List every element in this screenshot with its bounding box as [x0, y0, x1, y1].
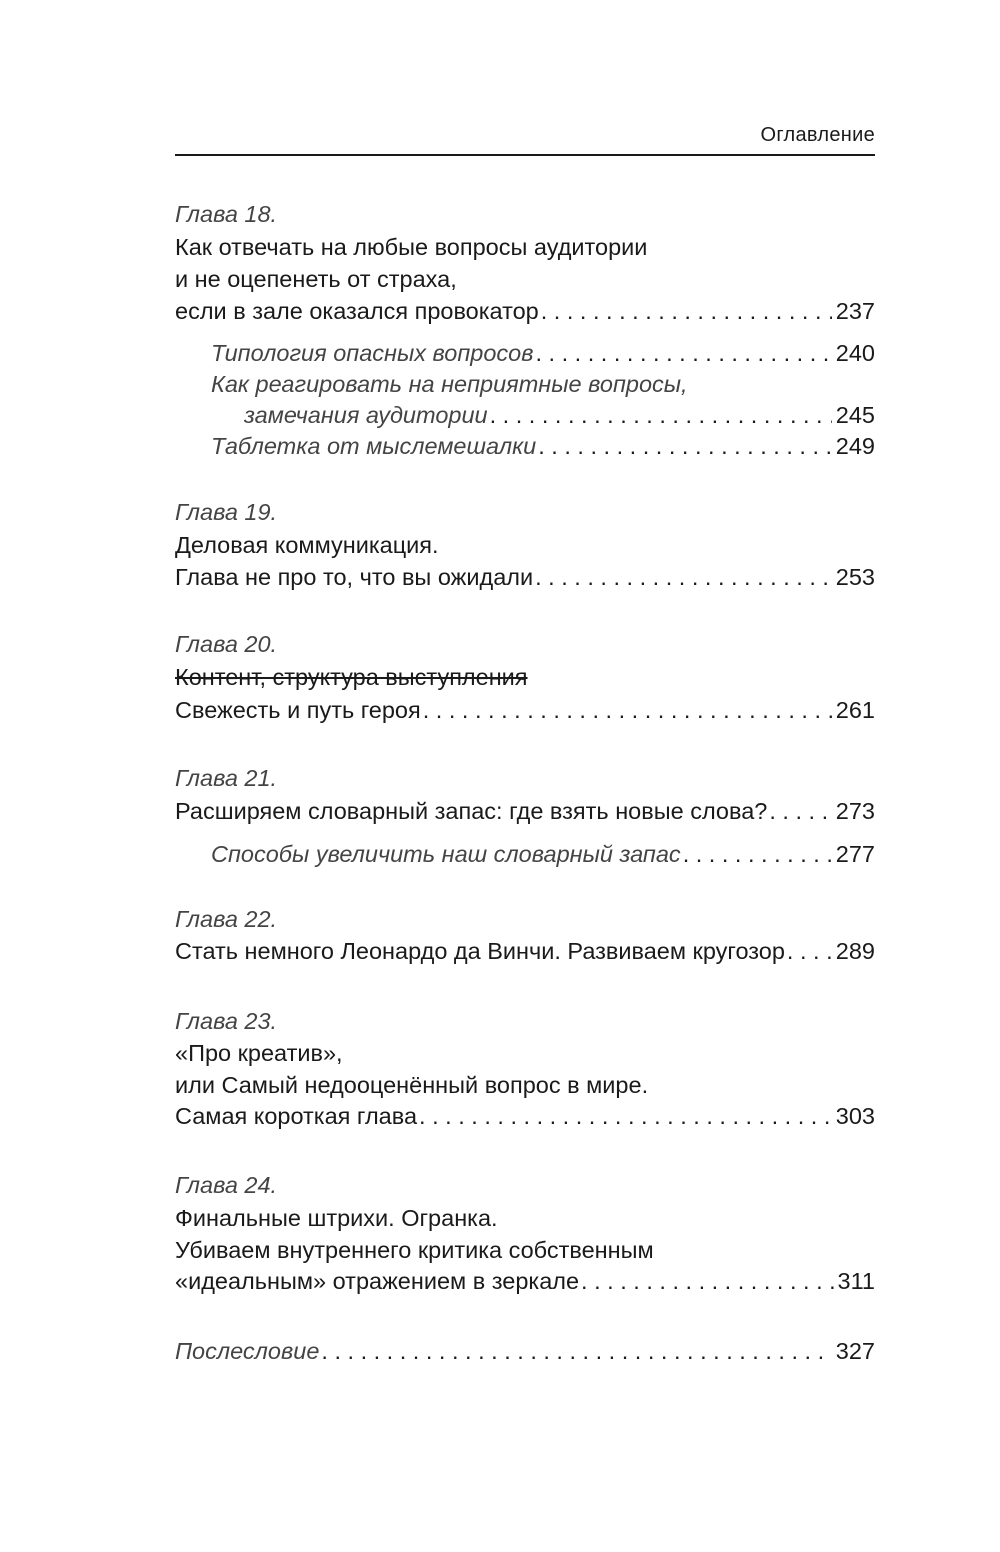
chapter-24-entry[interactable] — [175, 1266, 875, 1296]
chapter-20-title: Свежесть и путь героя — [175, 697, 421, 723]
leader-dots — [581, 1266, 833, 1296]
chapter-19-label: Глава 19. — [175, 499, 278, 525]
leader-dots — [419, 1101, 832, 1131]
chapter-22-entry[interactable] — [175, 936, 875, 966]
chapter-23-title-line-1: «Про креатив», — [175, 1040, 343, 1066]
afterword-entry[interactable] — [175, 1336, 875, 1366]
chapter-21-label: Глава 21. — [175, 765, 278, 791]
section-react-title-line-1: Как реагировать на неприятные вопросы, — [211, 371, 688, 397]
section-title: замечания аудитории — [244, 402, 488, 428]
leader-dots — [490, 400, 832, 430]
chapter-24-title-line-3: «идеальным» отражением в зеркале — [175, 1268, 580, 1294]
leader-dots — [423, 695, 832, 725]
afterword-title: Послесловие — [175, 1338, 320, 1364]
chapter-21-entry[interactable] — [175, 796, 875, 826]
page-number: 261 — [835, 697, 875, 723]
chapter-20-label: Глава 20. — [175, 631, 278, 657]
page-number: 311 — [837, 1268, 875, 1294]
chapter-23-title-line-3: Самая короткая глава — [175, 1103, 418, 1129]
section-pill-entry[interactable] — [211, 431, 875, 461]
page-number: 327 — [835, 1338, 875, 1364]
chapter-23-entry[interactable] — [175, 1101, 875, 1131]
chapter-23-label: Глава 23. — [175, 1008, 278, 1034]
chapter-22-title: Стать немного Леонардо да Винчи. Развиваем кругозор — [175, 938, 785, 964]
section-title: Таблетка от мыслемешалки — [211, 433, 537, 459]
page-number: 245 — [835, 402, 875, 428]
chapter-18-title-line-3: если в зале оказался провокатор — [175, 298, 539, 324]
section-react-entry[interactable] — [244, 400, 875, 430]
page-number: 303 — [835, 1103, 875, 1129]
section-title: Типология опасных вопросов — [211, 340, 534, 366]
chapter-22-label: Глава 22. — [175, 906, 278, 932]
leader-dots — [536, 338, 832, 368]
header-rule — [175, 154, 875, 156]
chapter-19-title-line-1: Деловая коммуникация. — [175, 532, 439, 558]
leader-dots — [769, 796, 831, 826]
chapter-18-label: Глава 18. — [175, 201, 278, 227]
page-number: 237 — [835, 298, 875, 324]
page-number: 277 — [835, 841, 875, 867]
section-vocabulary-entry[interactable] — [211, 839, 875, 869]
page-number: 240 — [835, 340, 875, 366]
page-number: 253 — [835, 564, 875, 590]
section-title: Способы увеличить наш словарный запас — [211, 841, 681, 867]
chapter-24-label: Глава 24. — [175, 1172, 278, 1198]
chapter-24-title-line-1: Финальные штрихи. Огранка. — [175, 1205, 498, 1231]
chapter-19-title-line-2: Глава не про то, что вы ожидали — [175, 564, 534, 590]
page-number: 289 — [835, 938, 875, 964]
page-number: 249 — [835, 433, 875, 459]
chapter-19-entry[interactable] — [175, 562, 875, 592]
chapter-20-struck-title — [175, 662, 875, 692]
leader-dots — [541, 296, 832, 326]
chapter-23-title-line-2: или Самый недооценённый вопрос в мире. — [175, 1072, 649, 1098]
leader-dots — [538, 431, 832, 461]
section-typology-entry[interactable] — [211, 338, 875, 368]
chapter-18-entry[interactable] — [175, 296, 875, 326]
leader-dots — [535, 562, 832, 592]
chapter-18-title-line-2: и не оцепенеть от страха, — [175, 266, 457, 292]
leader-dots — [787, 936, 832, 966]
running-header: Оглавление — [760, 124, 875, 146]
leader-dots — [683, 839, 832, 869]
leader-dots — [321, 1336, 831, 1366]
struck-text: Контент, структура выступления — [175, 664, 528, 690]
page-number: 273 — [835, 798, 875, 824]
chapter-24-title-line-2: Убиваем внутреннего критика собственным — [175, 1237, 654, 1263]
chapter-20-entry[interactable] — [175, 695, 875, 725]
chapter-18-title-line-1: Как отвечать на любые вопросы аудитории — [175, 234, 648, 260]
chapter-21-title: Расширяем словарный запас: где взять новые слова? — [175, 798, 768, 824]
